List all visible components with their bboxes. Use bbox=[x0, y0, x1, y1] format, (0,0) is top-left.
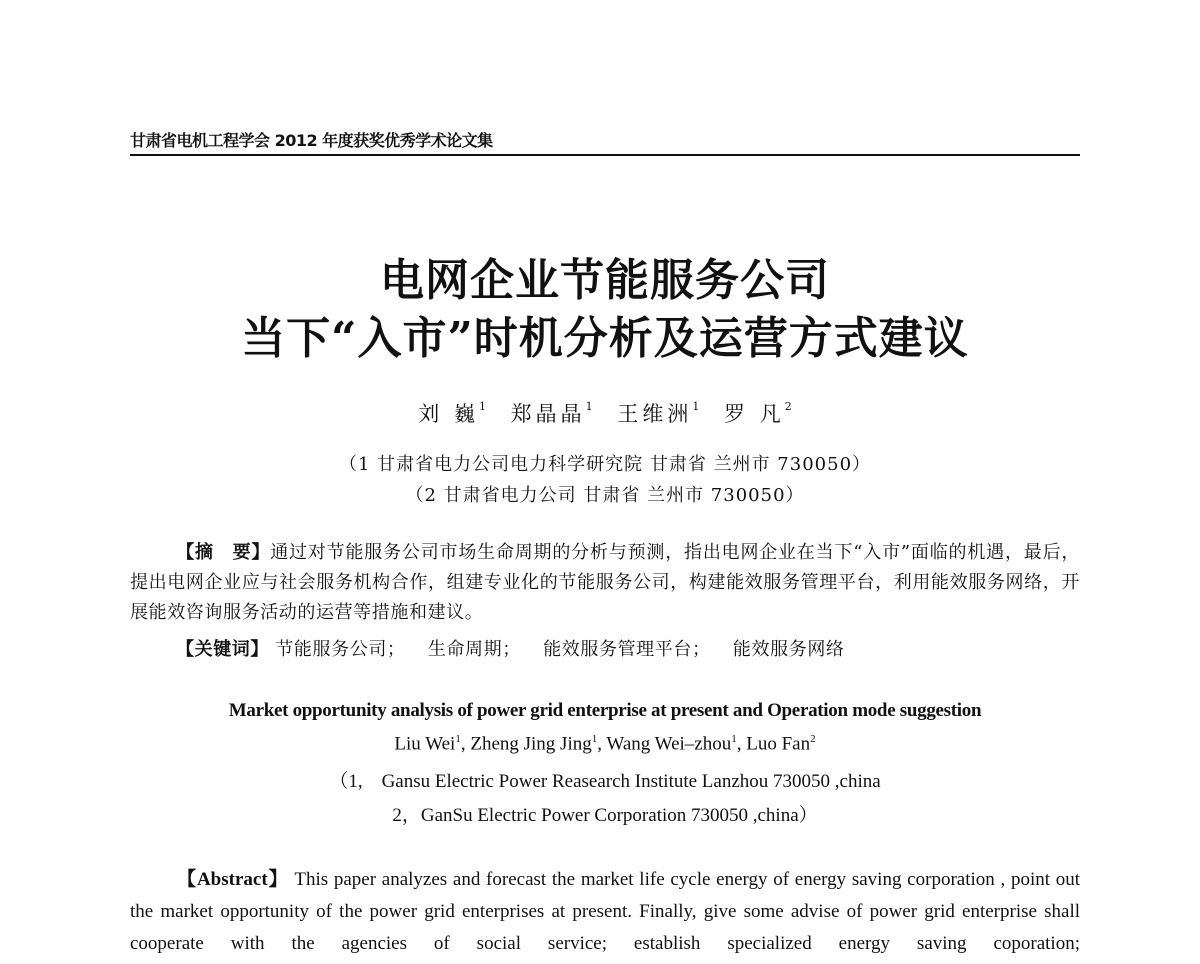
author-cn bbox=[617, 398, 699, 428]
english-affiliation-2: 2，GanSu Electric Power Corporation 730050 ,china） bbox=[392, 805, 818, 826]
author-affiliation-mark: 2 bbox=[810, 733, 816, 745]
abstract-text: 通过对节能服务公司市场生命周期的分析与预测，指出电网企业在当下“入市”面临的机遇，最后，提出电网企业应与社会服务机构合作，组建专业化的节能服务公司，构建能效服务管理平台，利用能效服务网络，开展能效咨询服务活动的运营等措施和建议。 bbox=[130, 542, 1080, 623]
abstract-label: 【Abstract】 bbox=[176, 869, 289, 890]
author-affiliation-mark: 1 bbox=[478, 400, 486, 413]
author-name: 王维洲 bbox=[617, 402, 693, 426]
author-cn bbox=[418, 398, 486, 428]
author-separator: , bbox=[736, 733, 747, 755]
author-en: Luo Fan bbox=[746, 733, 811, 755]
keywords-label: 【关键词】 bbox=[176, 639, 269, 660]
chinese-keywords bbox=[176, 635, 1080, 661]
english-affiliation-1: （1, Gansu Electric Power Reasearch Institute Lanzhou 730050 ,china bbox=[329, 771, 881, 792]
author-name: 刘 巍 bbox=[418, 402, 479, 426]
author-affiliation-mark: 1 bbox=[731, 733, 737, 745]
author-affiliation-mark: 1 bbox=[692, 400, 700, 413]
chinese-authors bbox=[130, 398, 1080, 428]
author-name: 郑晶晶 bbox=[510, 402, 586, 426]
author-affiliation-mark: 1 bbox=[455, 733, 461, 745]
keyword: 能效服务网络 bbox=[732, 639, 845, 660]
english-title: Market opportunity analysis of power grid enterprise at present and Operation mode suggestion bbox=[228, 700, 982, 721]
chinese-affiliation-2: （2 甘肃省电力公司 甘肃省 兰州市 730050） bbox=[405, 485, 805, 506]
author-name: 罗 凡 bbox=[724, 402, 785, 426]
chinese-title-line-2: 当下“入市”时机分析及运营方式建议 bbox=[241, 313, 969, 364]
author-separator: , bbox=[460, 733, 471, 755]
author-en: Liu Wei bbox=[394, 733, 456, 755]
author-affiliation-mark: 2 bbox=[784, 400, 792, 413]
author-affiliation-mark: 1 bbox=[591, 733, 598, 745]
chinese-abstract bbox=[130, 538, 1080, 628]
author-cn bbox=[511, 398, 593, 428]
author-en: Zheng Jing Jing bbox=[470, 733, 592, 755]
keyword: 能效服务管理平台； bbox=[543, 639, 711, 660]
english-authors bbox=[130, 733, 1080, 755]
keyword: 生命周期； bbox=[427, 639, 521, 660]
english-abstract bbox=[130, 864, 1080, 960]
abstract-label: 【摘 要】 bbox=[176, 542, 271, 563]
keyword: 节能服务公司； bbox=[275, 639, 406, 660]
header-rule bbox=[130, 154, 1080, 156]
author-cn bbox=[724, 398, 792, 428]
chinese-affiliation-1: （1 甘肃省电力公司电力科学研究院 甘肃省 兰州市 730050） bbox=[338, 454, 872, 475]
chinese-title-line-1: 电网企业节能服务公司 bbox=[380, 255, 830, 306]
author-en: Wang Wei–zhou bbox=[606, 733, 732, 755]
running-header: 甘肃省电机工程学会 2012 年度获奖优秀学术论文集 bbox=[130, 131, 493, 150]
author-separator: , bbox=[597, 733, 607, 755]
author-affiliation-mark: 1 bbox=[585, 400, 593, 413]
abstract-text: This paper analyzes and forecast the market life cycle energy of energy saving corporation , point out the market opportunity of the power grid enterprises at present. Finally, give some advise of power grid enterprise shall cooperate with the agencies of social service; establish specialized energy saving coporation; bbox=[130, 869, 1081, 954]
chinese-title bbox=[130, 252, 1080, 368]
